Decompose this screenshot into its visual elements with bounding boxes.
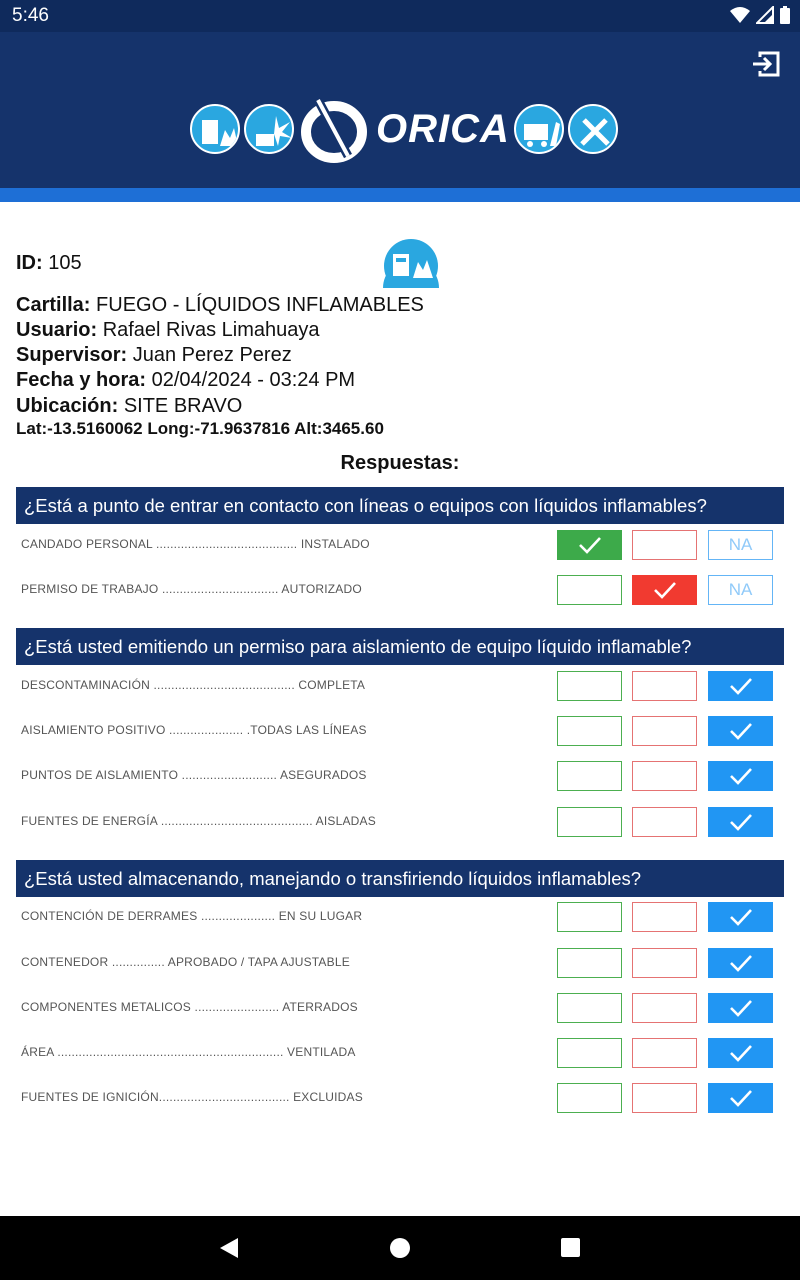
checklist-row [21, 716, 781, 750]
na-label: NA [728, 535, 753, 554]
checklist-item-label: AISLAMIENTO POSITIVO ..................... .TODAS LAS LÍNEAS [21, 723, 367, 737]
section-title: ¿Está usted almacenando, manejando o transfiriendo líquidos inflamables? [16, 860, 784, 897]
checklist-row [21, 761, 781, 795]
check-icon [728, 907, 754, 927]
system-nav-bar [0, 1216, 800, 1280]
logout-icon [750, 48, 782, 80]
logo-row [190, 94, 622, 164]
status-icons [730, 6, 790, 24]
checklist-item-label: CONTENCIÓN DE DERRAMES ..................... EN SU LUGAR [21, 909, 363, 923]
answer-yes-button[interactable] [557, 807, 622, 837]
answer-yes-button[interactable] [557, 1038, 622, 1068]
answer-yes-button[interactable] [557, 993, 622, 1023]
answer-no-button[interactable] [632, 993, 697, 1023]
answer-na-button[interactable] [708, 1083, 773, 1113]
checklist-row [21, 807, 781, 841]
answer-yes-button[interactable] [557, 575, 622, 605]
answer-na-button[interactable] [708, 761, 773, 791]
tools-badge-icon [568, 104, 618, 154]
record-id-value: 105 [48, 252, 82, 274]
record-usuario-value: Rafael Rivas Limahuaya [102, 319, 320, 341]
checklist-row [21, 575, 781, 609]
wifi-icon [730, 6, 750, 24]
record-ubicacion-value: SITE BRAVO [123, 395, 243, 417]
answer-na-button[interactable] [708, 716, 773, 746]
fire-liquids-badge-icon [190, 104, 240, 154]
record-ubicacion [16, 395, 242, 418]
answer-no-button[interactable] [632, 761, 697, 791]
answer-yes-button[interactable] [557, 761, 622, 791]
battery-icon [780, 6, 790, 24]
checklist-item-label: DESCONTAMINACIÓN ........................................ COMPLETA [21, 678, 366, 692]
home-circle-icon [386, 1234, 414, 1262]
check-icon [728, 812, 754, 832]
recents-button[interactable] [557, 1234, 585, 1262]
check-icon [728, 953, 754, 973]
record-usuario-label: Usuario: [16, 319, 98, 341]
record-id [16, 252, 82, 275]
checklist-row [21, 1038, 781, 1072]
app-header [0, 32, 800, 188]
check-icon [728, 676, 754, 696]
check-icon [577, 535, 603, 555]
record-ubicacion-label: Ubicación: [16, 395, 119, 417]
respuestas-title: Respuestas: [340, 452, 460, 474]
check-icon [728, 721, 754, 741]
checklist-row [21, 948, 781, 982]
checklist-item-label: CONTENEDOR ............... APROBADO / TAPA AJUSTABLE [21, 955, 350, 969]
check-icon [728, 998, 754, 1018]
answer-na-button[interactable] [708, 575, 773, 605]
explosion-badge-icon [244, 104, 294, 154]
answer-no-button[interactable] [632, 948, 697, 978]
answer-na-button[interactable] [708, 902, 773, 932]
answer-na-button[interactable] [708, 1038, 773, 1068]
answer-no-button[interactable] [632, 716, 697, 746]
check-icon [652, 580, 678, 600]
record-cartilla-label: Cartilla: [16, 294, 91, 316]
logout-button[interactable] [750, 48, 782, 80]
checklist-item-label: FUENTES DE IGNICIÓN..................................... EXCLUIDAS [21, 1090, 363, 1104]
fire-liquids-card-icon [383, 238, 439, 288]
checklist-item-label: PUNTOS DE AISLAMIENTO ........................... ASEGURADOS [21, 768, 367, 782]
answer-yes-button[interactable] [557, 1083, 622, 1113]
checklist-item-label: PERMISO DE TRABAJO ................................. AUTORIZADO [21, 582, 362, 596]
checklist-row [21, 671, 781, 705]
answer-no-button[interactable] [632, 530, 697, 560]
answer-yes-button[interactable] [557, 716, 622, 746]
signal-icon [756, 6, 774, 24]
check-icon [728, 766, 754, 786]
record-cartilla-value: FUEGO - LÍQUIDOS INFLAMABLES [96, 294, 424, 316]
answer-na-button[interactable] [708, 530, 773, 560]
answer-yes-button[interactable] [557, 530, 622, 560]
record-supervisor [16, 344, 292, 367]
record-supervisor-value: Juan Perez Perez [132, 344, 292, 366]
answer-na-button[interactable] [708, 993, 773, 1023]
checklist-item-label: ÁREA ................................................................ VENTILADA [21, 1045, 356, 1059]
record-id-label: ID: [16, 252, 43, 274]
record-fecha-value: 02/04/2024 - 03:24 PM [151, 369, 356, 391]
checklist-item-label: FUENTES DE ENERGÍA ........................................... AISLADAS [21, 814, 376, 828]
home-button[interactable] [386, 1234, 414, 1262]
vehicle-badge-icon [514, 104, 564, 154]
section-title: ¿Está a punto de entrar en contacto con líneas o equipos con líquidos inflamables? [16, 487, 784, 524]
checklist-row [21, 902, 781, 936]
answer-no-button[interactable] [632, 1083, 697, 1113]
answer-na-button[interactable] [708, 671, 773, 701]
checklist-row [21, 993, 781, 1027]
na-label: NA [728, 580, 753, 599]
answer-no-button[interactable] [632, 575, 697, 605]
section-title: ¿Está usted emitiendo un permiso para aislamiento de equipo líquido inflamable? [16, 628, 784, 665]
record-usuario [16, 319, 319, 342]
answer-na-button[interactable] [708, 948, 773, 978]
record-fecha [16, 369, 355, 392]
header-stripe [0, 188, 800, 202]
back-triangle-icon [216, 1234, 244, 1262]
status-time: 5:46 [12, 5, 49, 26]
checklist-row [21, 1083, 781, 1117]
checklist-row [21, 530, 781, 564]
brand-text: ORICA [376, 106, 510, 151]
answer-yes-button[interactable] [557, 902, 622, 932]
recents-square-icon [557, 1234, 585, 1262]
record-fecha-label: Fecha y hora: [16, 369, 147, 391]
answer-no-button[interactable] [632, 671, 697, 701]
answer-no-button[interactable] [632, 807, 697, 837]
back-button[interactable] [216, 1234, 244, 1262]
answer-na-button[interactable] [708, 807, 773, 837]
record-coordinates: Lat:-13.5160062 Long:-71.9637816 Alt:3465.60 [16, 419, 384, 438]
check-icon [728, 1043, 754, 1063]
record-supervisor-label: Supervisor: [16, 344, 128, 366]
record-cartilla [16, 294, 424, 317]
answer-no-button[interactable] [632, 902, 697, 932]
status-bar [0, 0, 800, 32]
checklist-item-label: CANDADO PERSONAL ........................................ INSTALADO [21, 537, 370, 551]
answer-no-button[interactable] [632, 1038, 697, 1068]
checklist-item-label: COMPONENTES METALICOS ........................ ATERRADOS [21, 1000, 358, 1014]
orica-logo-icon [298, 94, 370, 164]
check-icon [728, 1088, 754, 1108]
answer-yes-button[interactable] [557, 671, 622, 701]
answer-yes-button[interactable] [557, 948, 622, 978]
